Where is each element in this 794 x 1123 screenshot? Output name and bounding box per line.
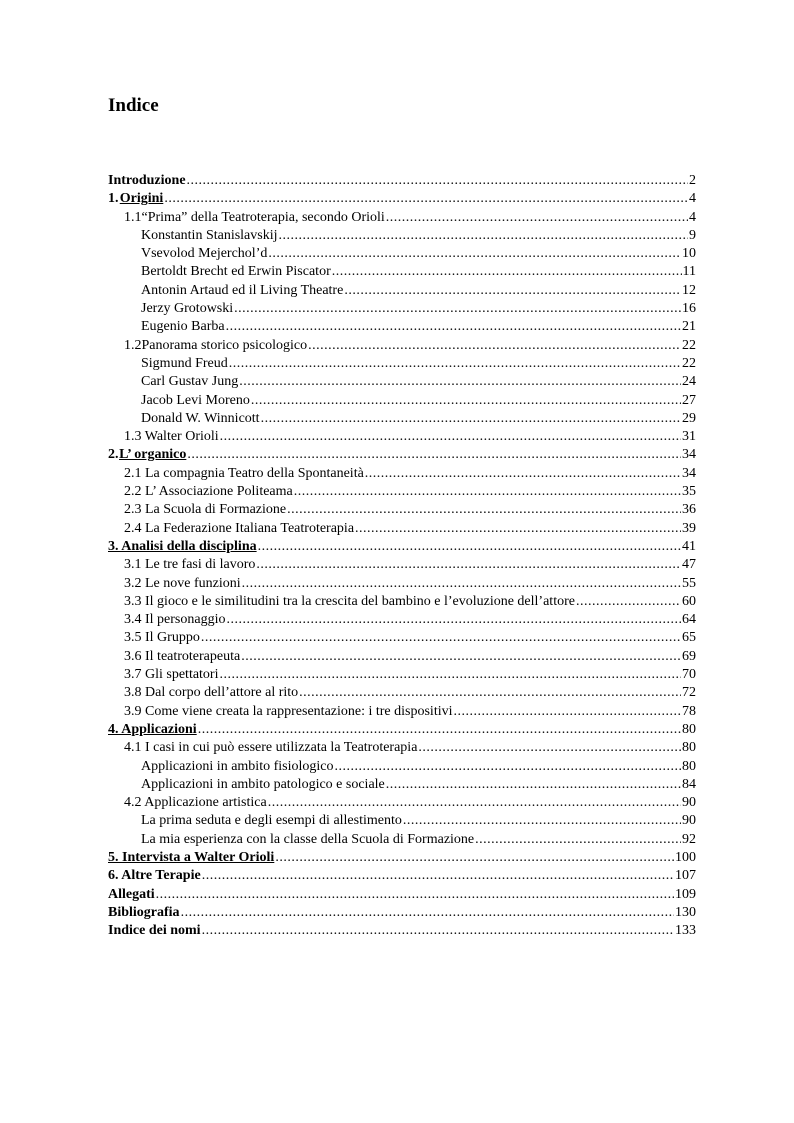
- toc-entry[interactable]: [108, 648, 696, 666]
- dot-leader: [229, 355, 681, 373]
- toc-entry-page-number: 64: [682, 612, 696, 628]
- dot-leader: [234, 300, 681, 318]
- toc-entry[interactable]: [108, 684, 696, 702]
- toc-entry[interactable]: [108, 886, 696, 904]
- toc-entry[interactable]: [108, 245, 696, 263]
- toc-entry-page-number: 27: [682, 392, 696, 408]
- dot-leader: [418, 739, 681, 757]
- dot-leader: [187, 446, 681, 464]
- dot-leader: [181, 904, 674, 922]
- toc-entry-title: 3.3 Il gioco e le similitudini tra la crescita del bambino e l’evoluzione dell’attore: [124, 593, 575, 609]
- toc-entry-title: 3.4 Il personaggio: [124, 612, 226, 628]
- toc-entry-title: Carl Gustav Jung: [141, 374, 239, 390]
- toc-entry[interactable]: [108, 318, 696, 336]
- toc-entry[interactable]: [108, 209, 696, 227]
- dot-leader: [164, 190, 688, 208]
- toc-entry-page-number: 34: [682, 465, 696, 481]
- toc-entry-page-number: 21: [682, 319, 696, 335]
- dot-leader: [454, 703, 682, 721]
- toc-entry-page-number: 130: [675, 904, 696, 920]
- toc-entry-page-number: 31: [682, 429, 696, 445]
- dot-leader: [287, 501, 681, 519]
- toc-entry-page-number: 65: [682, 630, 696, 646]
- dot-leader: [202, 867, 674, 885]
- dot-leader: [226, 318, 681, 336]
- toc-entry-title: 5. Intervista a Walter Orioli: [108, 849, 275, 865]
- dot-leader: [156, 886, 674, 904]
- toc-entry-title: 2.3 La Scuola di Formazione: [124, 502, 287, 518]
- toc-entry[interactable]: [108, 593, 696, 611]
- toc-entry-page-number: 80: [682, 740, 696, 756]
- dot-leader: [332, 263, 682, 281]
- toc-entry-title: Eugenio Barba: [141, 319, 225, 335]
- toc-entry-title: 3. Analisi della disciplina: [108, 538, 257, 554]
- dot-leader: [187, 172, 688, 190]
- dot-leader: [268, 245, 681, 263]
- toc-entry-page-number: 78: [682, 703, 696, 719]
- toc-entry[interactable]: [108, 867, 696, 885]
- dot-leader: [268, 794, 681, 812]
- dot-leader: [386, 209, 688, 227]
- dot-leader: [475, 831, 681, 849]
- toc-entry-title: 4.1 I casi in cui può essere utilizzata la Teatroterapia: [124, 740, 418, 756]
- toc-entry[interactable]: [108, 337, 696, 355]
- dot-leader: [279, 227, 689, 245]
- toc-entry-page-number: 92: [682, 831, 696, 847]
- toc-entry-page-number: 100: [675, 849, 696, 865]
- toc-entry[interactable]: [108, 758, 696, 776]
- toc-entry-page-number: 133: [675, 923, 696, 939]
- toc-entry-title: Applicazioni in ambito patologico e sociale: [141, 776, 385, 792]
- toc-entry-page-number: 109: [675, 886, 696, 902]
- toc-entry-title: 3.5 Il Gruppo: [124, 630, 200, 646]
- toc-entry-page-number: 107: [675, 868, 696, 884]
- dot-leader: [220, 666, 682, 684]
- toc-entry-title: “Prima” della Teatroterapia, secondo Orioli: [141, 209, 385, 225]
- toc-entry-page-number: 90: [682, 795, 696, 811]
- toc-entry-title: 3.8 Dal corpo dell’attore al rito: [124, 685, 299, 701]
- toc-entry-page-number: 90: [682, 813, 696, 829]
- dot-leader: [403, 812, 681, 830]
- dot-leader: [308, 337, 681, 355]
- toc-entry-title: 3.6 Il teatroterapeuta: [124, 648, 241, 664]
- table-of-contents: [108, 172, 696, 940]
- toc-entry[interactable]: [108, 465, 696, 483]
- toc-entry-title: 3.2 Le nove funzioni: [124, 575, 241, 591]
- toc-entry-title: Jerzy Grotowski: [141, 301, 234, 317]
- toc-entry[interactable]: [108, 812, 696, 830]
- toc-entry[interactable]: [108, 410, 696, 428]
- dot-leader: [242, 575, 681, 593]
- toc-entry-page-number: 80: [682, 758, 696, 774]
- toc-entry[interactable]: [108, 575, 696, 593]
- dot-leader: [355, 520, 681, 538]
- toc-entry-title: Origini: [119, 191, 164, 207]
- toc-entry-page-number: 69: [682, 648, 696, 664]
- toc-entry[interactable]: [108, 446, 696, 464]
- dot-leader: [275, 849, 674, 867]
- dot-leader: [256, 556, 681, 574]
- toc-entry[interactable]: [108, 263, 696, 281]
- toc-entry-title: Sigmund Freud: [141, 355, 228, 371]
- toc-entry-page-number: 35: [682, 484, 696, 500]
- toc-entry[interactable]: [108, 355, 696, 373]
- toc-entry-title: 3.1 Le tre fasi di lavoro: [124, 557, 256, 573]
- toc-entry-title: 3.9 Come viene creata la rappresentazione: i tre dispositivi: [124, 703, 453, 719]
- toc-entry[interactable]: [108, 904, 696, 922]
- dot-leader: [299, 684, 681, 702]
- dot-leader: [294, 483, 681, 501]
- toc-entry-title: Konstantin Stanislavskij: [141, 227, 278, 243]
- toc-entry-title: 2.1 La compagnia Teatro della Spontaneità: [124, 465, 364, 481]
- toc-entry-title: Antonin Artaud ed il Living Theatre: [141, 282, 344, 298]
- dot-leader: [198, 721, 681, 739]
- toc-entry[interactable]: [108, 483, 696, 501]
- dot-leader: [241, 648, 681, 666]
- toc-entry[interactable]: [108, 611, 696, 629]
- toc-entry-page-number: 29: [682, 410, 696, 426]
- toc-entry-number: 1.: [108, 191, 119, 207]
- toc-entry[interactable]: [108, 300, 696, 318]
- toc-entry[interactable]: [108, 501, 696, 519]
- toc-entry-page-number: 84: [682, 776, 696, 792]
- toc-entry-title: 4.2 Applicazione artistica: [124, 795, 267, 811]
- dot-leader: [576, 593, 681, 611]
- toc-entry-title: La prima seduta e degli esempi di allestimento: [141, 813, 402, 829]
- toc-entry-page-number: 55: [682, 575, 696, 591]
- toc-entry-title: La mia esperienza con la classe della Scuola di Formazione: [141, 831, 475, 847]
- toc-entry[interactable]: [108, 831, 696, 849]
- toc-entry[interactable]: [108, 373, 696, 391]
- dot-leader: [386, 776, 681, 794]
- toc-entry[interactable]: [108, 849, 696, 867]
- toc-entry-title: 3.7 Gli spettatori: [124, 667, 219, 683]
- toc-entry[interactable]: [108, 538, 696, 556]
- toc-entry-page-number: 39: [682, 520, 696, 536]
- toc-entry[interactable]: [108, 428, 696, 446]
- toc-entry-page-number: 41: [682, 538, 696, 554]
- dot-leader: [239, 373, 681, 391]
- dot-leader: [344, 282, 681, 300]
- toc-entry-title: Jacob Levi Moreno: [141, 392, 250, 408]
- dot-leader: [334, 758, 681, 776]
- dot-leader: [226, 611, 681, 629]
- toc-entry[interactable]: [108, 794, 696, 812]
- toc-entry-page-number: 60: [682, 593, 696, 609]
- toc-entry-page-number: 4: [689, 191, 696, 207]
- toc-entry-title: L’ organico: [119, 447, 187, 463]
- toc-entry-page-number: 47: [682, 557, 696, 573]
- toc-entry-page-number: 11: [682, 264, 696, 280]
- toc-entry-title: Bibliografia: [108, 904, 180, 920]
- dot-leader: [220, 428, 681, 446]
- toc-entry[interactable]: [108, 922, 696, 940]
- dot-leader: [258, 538, 681, 556]
- toc-entry[interactable]: [108, 703, 696, 721]
- dot-leader: [365, 465, 681, 483]
- page-title: Indice: [108, 95, 159, 116]
- toc-entry-page-number: 22: [682, 355, 696, 371]
- toc-entry-title: Applicazioni in ambito fisiologico: [141, 758, 334, 774]
- toc-entry-title: Indice dei nomi: [108, 923, 201, 939]
- toc-entry-title: 4. Applicazioni: [108, 721, 197, 737]
- toc-entry-page-number: 10: [682, 246, 696, 262]
- toc-entry-page-number: 80: [682, 721, 696, 737]
- toc-entry[interactable]: [108, 392, 696, 410]
- toc-entry-page-number: 22: [682, 337, 696, 353]
- toc-entry-title: Bertoldt Brecht ed Erwin Piscator: [141, 264, 331, 280]
- toc-entry-page-number: 34: [682, 447, 696, 463]
- toc-entry[interactable]: [108, 190, 696, 208]
- dot-leader: [202, 922, 674, 940]
- toc-entry-title: Introduzione: [108, 173, 186, 188]
- toc-entry-number: 2.: [108, 447, 119, 463]
- toc-entry-page-number: 4: [689, 209, 696, 225]
- toc-entry-page-number: 9: [689, 227, 696, 243]
- toc-entry-number: 1.1: [124, 209, 142, 225]
- toc-entry[interactable]: [108, 629, 696, 647]
- toc-entry-page-number: 12: [682, 282, 696, 298]
- dot-leader: [261, 410, 681, 428]
- toc-entry-number: 1.2: [124, 337, 142, 353]
- toc-entry[interactable]: [108, 666, 696, 684]
- toc-entry-title: 6. Altre Terapie: [108, 868, 201, 884]
- toc-entry-title: Donald W. Winnicott: [141, 410, 260, 426]
- toc-entry[interactable]: [108, 739, 696, 757]
- toc-entry[interactable]: [108, 721, 696, 739]
- toc-entry[interactable]: [108, 282, 696, 300]
- toc-entry-title: 1.3 Walter Orioli: [124, 429, 219, 445]
- toc-entry-title: 2.4 La Federazione Italiana Teatroterapia: [124, 520, 355, 536]
- dot-leader: [201, 629, 681, 647]
- toc-entry[interactable]: [108, 556, 696, 574]
- dot-leader: [251, 392, 681, 410]
- toc-entry[interactable]: [108, 520, 696, 538]
- toc-entry-page-number: 24: [682, 374, 696, 390]
- toc-entry-page-number: 36: [682, 502, 696, 518]
- toc-entry-title: 2.2 L’ Associazione Politeama: [124, 484, 293, 500]
- toc-entry[interactable]: [108, 227, 696, 245]
- toc-entry-title: Vsevolod Mejerchol’d: [141, 246, 268, 262]
- toc-entry[interactable]: [108, 776, 696, 794]
- toc-entry-page-number: 2: [689, 173, 696, 188]
- toc-entry-page-number: 72: [682, 685, 696, 701]
- toc-entry-title: Panorama storico psicologico: [141, 337, 308, 353]
- toc-entry-title: Allegati: [108, 886, 155, 902]
- toc-entry-page-number: 16: [682, 301, 696, 317]
- toc-entry[interactable]: [108, 172, 696, 190]
- toc-entry-page-number: 70: [682, 667, 696, 683]
